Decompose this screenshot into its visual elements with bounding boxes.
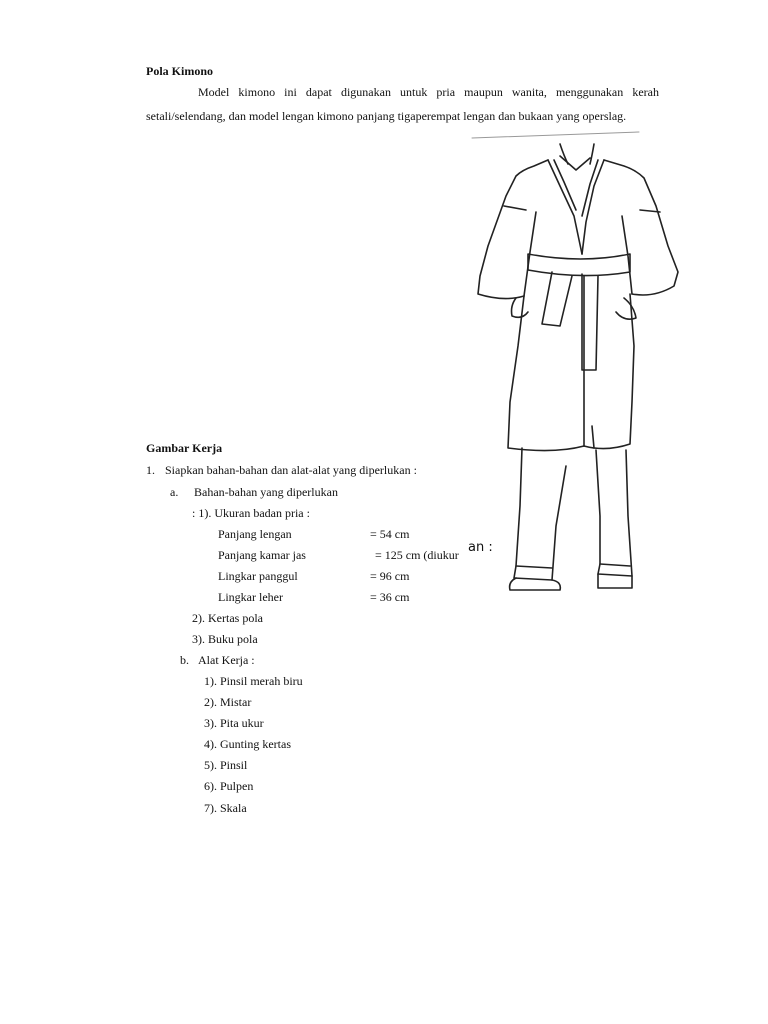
step-number: 1. <box>146 463 155 477</box>
measurement-label: Panjang kamar jas <box>218 548 306 562</box>
intro-paragraph: Model kimono ini dapat digunakan untuk pria maupun wanita, menggunakan kerah setali/selendang, dan model lengan kimono panjang tigaperempat lengan dan bukaan yang operslag. <box>146 85 659 123</box>
sub-a-text: Bahan-bahan yang diperlukan <box>194 485 338 499</box>
sub-b-label: b. <box>180 653 189 667</box>
measurement-label: Lingkar leher <box>218 590 283 604</box>
kimono-illustration <box>464 126 684 608</box>
alat-item: 1). Pinsil merah biru <box>204 674 303 688</box>
alat-item: 3). Pita ukur <box>204 716 264 730</box>
measurement-value: = 36 cm <box>370 590 410 604</box>
sub-a-label: a. <box>170 485 179 499</box>
alat-item: 2). Mistar <box>204 695 252 709</box>
bahan-item: 2). Kertas pola <box>192 611 263 625</box>
page-title: Pola Kimono <box>146 64 214 78</box>
alat-item: 4). Gunting kertas <box>204 737 291 751</box>
sub-b-text: Alat Kerja : <box>198 653 255 667</box>
measurement-label: Lingkar panggul <box>218 569 298 583</box>
measurement-heading: : 1). Ukuran badan pria : <box>192 506 310 520</box>
measurement-label: Panjang lengan <box>218 527 292 541</box>
alat-item: 5). Pinsil <box>204 758 248 772</box>
step-1-text: Siapkan bahan-bahan dan alat-alat yang diperlukan : <box>165 463 417 477</box>
alat-item: 7). Skala <box>204 801 247 815</box>
section-title: Gambar Kerja <box>146 441 223 455</box>
measurement-value: = 125 cm (diukur <box>375 548 459 562</box>
alat-item: 6). Pulpen <box>204 779 254 793</box>
measurement-value: = 54 cm <box>370 527 410 541</box>
measurement-value: = 96 cm <box>370 569 410 583</box>
bahan-item: 3). Buku pola <box>192 632 258 646</box>
overlay-text: an : <box>468 540 493 555</box>
